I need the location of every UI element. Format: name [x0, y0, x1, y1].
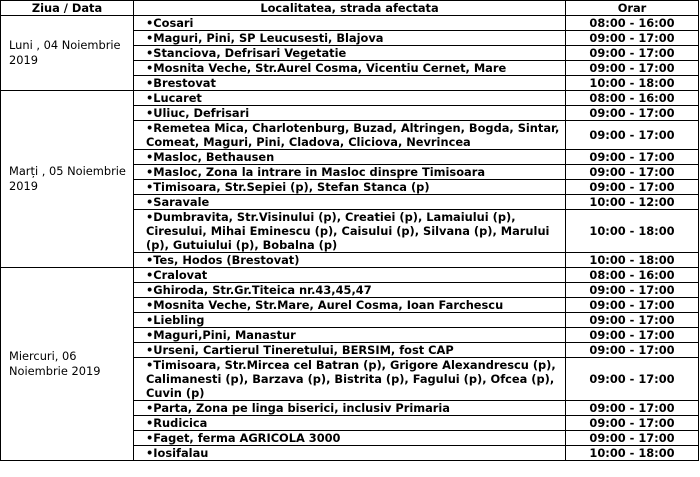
location-cell: •Maguri, Pini, SP Leucusesti, Blajova [134, 31, 566, 46]
location-cell: •Uliuc, Defrisari [134, 106, 566, 121]
day-cell: Miercuri, 06 Noiembrie 2019 [1, 268, 134, 461]
time-cell: 09:00 - 17:00 [566, 283, 699, 298]
location-cell: •Maguri,Pini, Manastur [134, 328, 566, 343]
header-day: Ziua / Data [1, 1, 134, 16]
time-cell: 08:00 - 16:00 [566, 91, 699, 106]
table-row [1, 268, 699, 283]
location-cell: •Timisoara, Str.Mircea cel Batran (p), Grigore Alexandrescu (p), Calimanesti (p), Barzava (p), Bistrita (p), Fagului (p), Ofcea (p), Cuvin (p) [134, 358, 566, 401]
time-cell: 09:00 - 17:00 [566, 180, 699, 195]
location-cell: •Dumbravita, Str.Visinului (p), Creatiei (p), Lamaiului (p), Ciresului, Mihai Eminescu (p), Caisului (p), Silvana (p), Marului (p), Gutuiului (p), Bobalna (p) [134, 210, 566, 253]
location-cell: •Iosifalau [134, 446, 566, 461]
location-cell: •Ghiroda, Str.Gr.Titeica nr.43,45,47 [134, 283, 566, 298]
table-row [1, 16, 699, 31]
location-cell: •Masloc, Bethausen [134, 150, 566, 165]
time-cell: 09:00 - 17:00 [566, 150, 699, 165]
time-cell: 09:00 - 17:00 [566, 343, 699, 358]
location-cell: •Stanciova, Defrisari Vegetatie [134, 46, 566, 61]
time-cell: 10:00 - 18:00 [566, 76, 699, 91]
location-cell: •Tes, Hodos (Brestovat) [134, 253, 566, 268]
day-cell: Marți , 05 Noiembrie 2019 [1, 91, 134, 268]
day-cell: Luni , 04 Noiembrie 2019 [1, 16, 134, 91]
location-cell: •Mosnita Veche, Str.Aurel Cosma, Vicentiu Cernet, Mare [134, 61, 566, 76]
time-cell: 09:00 - 17:00 [566, 298, 699, 313]
time-cell: 09:00 - 17:00 [566, 358, 699, 401]
time-cell: 09:00 - 17:00 [566, 328, 699, 343]
location-cell: •Cralovat [134, 268, 566, 283]
location-cell: •Lucaret [134, 91, 566, 106]
location-cell: •Mosnita Veche, Str.Mare, Aurel Cosma, Ioan Farchescu [134, 298, 566, 313]
time-cell: 10:00 - 18:00 [566, 210, 699, 253]
location-cell: •Faget, ferma AGRICOLA 3000 [134, 431, 566, 446]
time-cell: 09:00 - 17:00 [566, 46, 699, 61]
location-cell: •Liebling [134, 313, 566, 328]
time-cell: 08:00 - 16:00 [566, 16, 699, 31]
location-cell: •Parta, Zona pe linga biserici, inclusiv Primaria [134, 401, 566, 416]
time-cell: 09:00 - 17:00 [566, 401, 699, 416]
location-cell: •Brestovat [134, 76, 566, 91]
header-row [1, 1, 699, 16]
time-cell: 09:00 - 17:00 [566, 431, 699, 446]
time-cell: 09:00 - 17:00 [566, 106, 699, 121]
time-cell: 09:00 - 17:00 [566, 165, 699, 180]
location-cell: •Cosari [134, 16, 566, 31]
header-time: Orar [566, 1, 699, 16]
time-cell: 10:00 - 12:00 [566, 195, 699, 210]
time-cell: 10:00 - 18:00 [566, 446, 699, 461]
time-cell: 10:00 - 18:00 [566, 253, 699, 268]
location-cell: •Urseni, Cartierul Tineretului, BERSIM, fost CAP [134, 343, 566, 358]
location-cell: •Saravale [134, 195, 566, 210]
time-cell: 09:00 - 17:00 [566, 61, 699, 76]
location-cell: •Timisoara, Str.Sepiei (p), Stefan Stanca (p) [134, 180, 566, 195]
location-cell: •Rudicica [134, 416, 566, 431]
location-cell: •Remetea Mica, Charlotenburg, Buzad, Altringen, Bogda, Sintar, Comeat, Maguri, Pini, Cladova, Cliciova, Nevrincea [134, 121, 566, 150]
time-cell: 09:00 - 17:00 [566, 416, 699, 431]
time-cell: 09:00 - 17:00 [566, 31, 699, 46]
time-cell: 09:00 - 17:00 [566, 313, 699, 328]
table-row [1, 91, 699, 106]
location-cell: •Masloc, Zona la intrare in Masloc dinspre Timisoara [134, 165, 566, 180]
header-location: Localitatea, strada afectata [134, 1, 566, 16]
time-cell: 09:00 - 17:00 [566, 121, 699, 150]
time-cell: 08:00 - 16:00 [566, 268, 699, 283]
